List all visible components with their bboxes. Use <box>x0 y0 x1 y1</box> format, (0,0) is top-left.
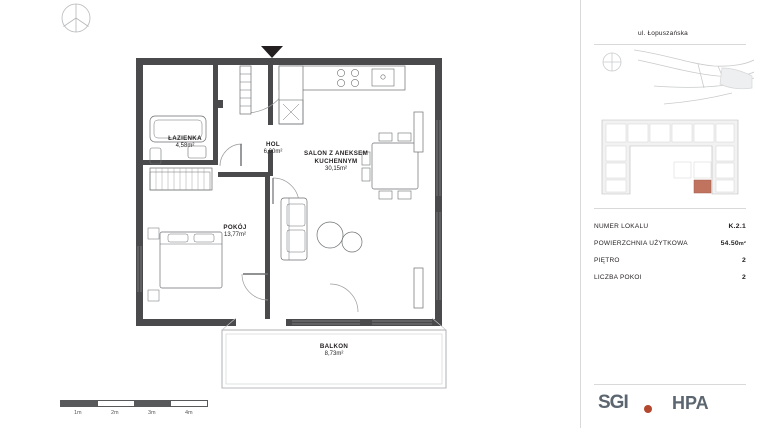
divider-above-logo <box>594 384 746 385</box>
spec-key: PIĘTRO <box>594 257 620 264</box>
spec-row-powierzchnia <box>594 235 746 252</box>
site-context-map-icon <box>594 48 754 106</box>
logo-sgi-text: SGI <box>598 392 628 413</box>
spec-value: 54.50m² <box>720 240 746 247</box>
room-label-hol: HOL 6,00m² <box>263 141 283 155</box>
logo-dot-icon <box>644 405 652 413</box>
scale-bar-segments <box>60 400 208 407</box>
spec-value: K.2.1 <box>728 223 746 230</box>
spec-value: 2 <box>741 257 746 264</box>
info-panel <box>566 0 760 428</box>
spec-key: NUMER LOKALU <box>594 223 649 230</box>
highlighted-unit <box>694 180 711 193</box>
scale-bar <box>60 400 220 424</box>
scale-bar-ticks: 1m 2m 3m 4m <box>74 410 193 416</box>
room-label-lazienka: ŁAZIENKA 4,58m² <box>168 135 202 149</box>
building-key-plan-icon <box>594 110 746 202</box>
room-label-pokoj: POKÓJ 13,77m² <box>223 224 247 238</box>
unit-specs-list <box>594 218 746 286</box>
street-name: ul. Łopuszańska <box>638 30 688 37</box>
brand-logo <box>598 392 748 418</box>
spec-value: 2 <box>741 274 746 281</box>
spec-key: LICZBA POKOI <box>594 274 642 281</box>
spec-row-numer-lokalu <box>594 218 746 235</box>
room-label-salon: SALON Z ANEKSEM KUCHENNYM 30,15m² <box>303 150 369 172</box>
room-label-balkon: BALKON 8,73m² <box>319 343 349 357</box>
spec-row-pietro <box>594 252 746 269</box>
divider-above-specs <box>594 208 746 209</box>
spec-row-liczba-pokoi <box>594 269 746 286</box>
divider-under-street <box>594 44 746 45</box>
logo-hpa-text: HPA <box>672 393 709 413</box>
panel-divider <box>580 0 581 428</box>
spec-key: POWIERZCHNIA UŻYTKOWA <box>594 240 688 247</box>
